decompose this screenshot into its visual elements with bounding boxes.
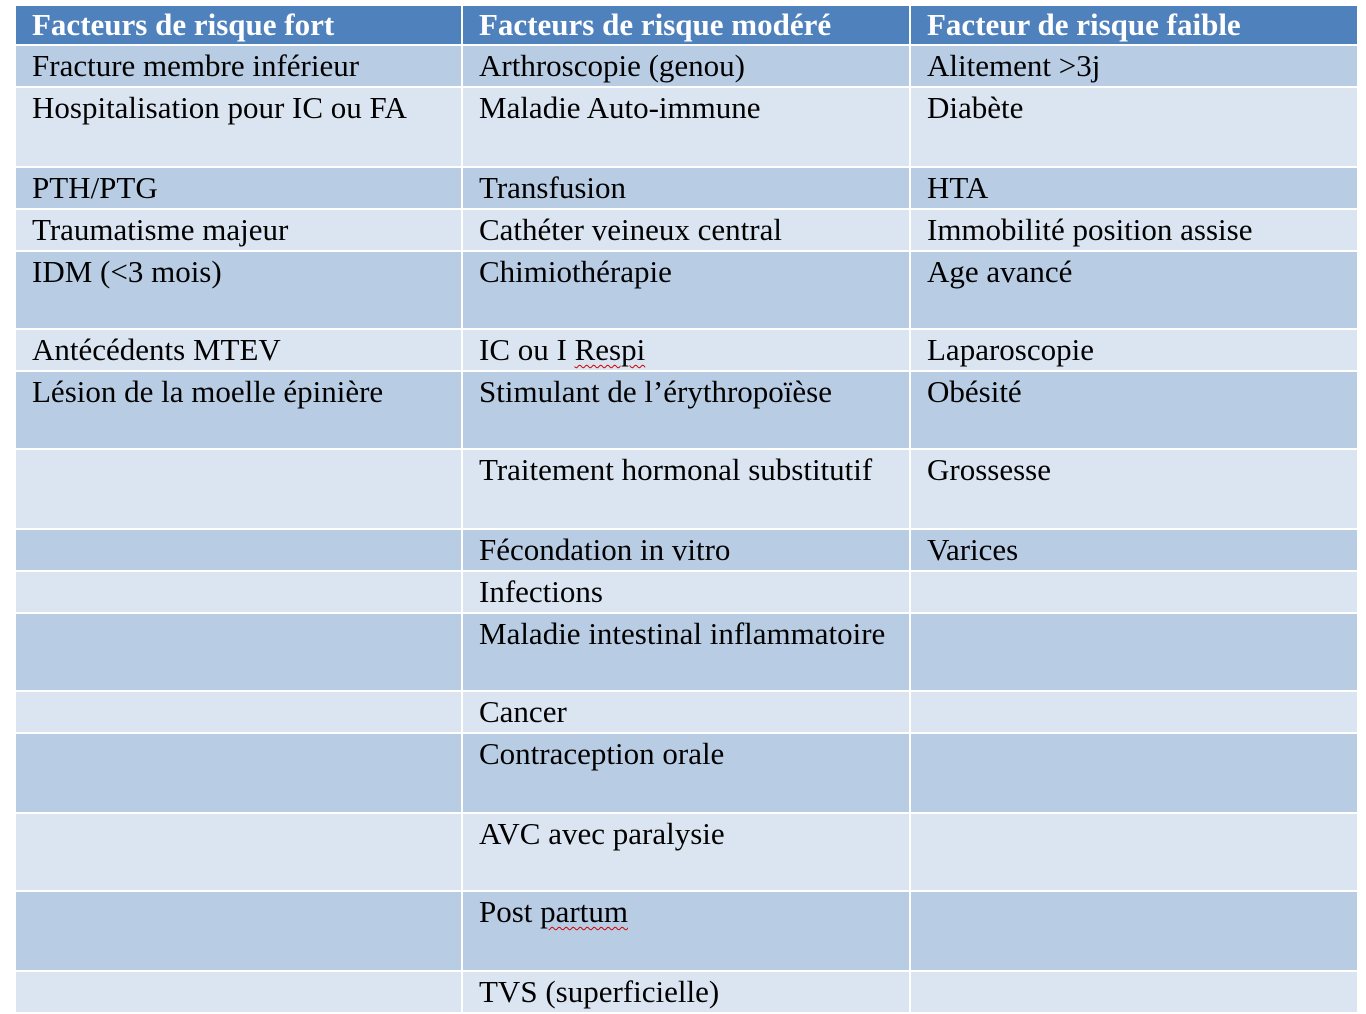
cell-moderate-risk: Maladie intestinal inflammatoire — [462, 613, 910, 691]
table-row — [15, 209, 1358, 251]
cell-low-risk — [910, 733, 1358, 813]
cell-moderate-risk: Traitement hormonal substitutif — [462, 449, 910, 529]
cell-low-risk — [910, 813, 1358, 891]
risk-factors-table — [14, 4, 1359, 1014]
cell-strong-risk: IDM (<3 mois) — [15, 251, 462, 329]
cell-strong-risk — [15, 691, 462, 733]
cell-moderate-risk — [462, 329, 910, 371]
cell-low-risk: Diabète — [910, 87, 1358, 167]
cell-strong-risk — [15, 813, 462, 891]
cell-low-risk: Grossesse — [910, 449, 1358, 529]
cell-moderate-risk: Transfusion — [462, 167, 910, 209]
cell-low-risk — [910, 613, 1358, 691]
cell-moderate-risk: Contraception orale — [462, 733, 910, 813]
table-row — [15, 167, 1358, 209]
cell-low-risk: HTA — [910, 167, 1358, 209]
cell-strong-risk: Fracture membre inférieur — [15, 45, 462, 87]
cell-strong-risk: Hospitalisation pour IC ou FA — [15, 87, 462, 167]
table-row — [15, 251, 1358, 329]
cell-moderate-risk: Arthroscopie (genou) — [462, 45, 910, 87]
cell-strong-risk — [15, 571, 462, 613]
cell-strong-risk — [15, 971, 462, 1013]
header-strong-risk: Facteurs de risque fort — [15, 5, 462, 45]
cell-low-risk: Age avancé — [910, 251, 1358, 329]
cell-strong-risk — [15, 891, 462, 971]
cell-strong-risk — [15, 733, 462, 813]
table-row — [15, 371, 1358, 449]
cell-moderate-risk: TVS (superficielle) — [462, 971, 910, 1013]
table-row — [15, 813, 1358, 891]
table-row — [15, 891, 1358, 971]
cell-low-risk: Alitement >3j — [910, 45, 1358, 87]
table-row — [15, 571, 1358, 613]
table-row — [15, 449, 1358, 529]
cell-low-risk — [910, 571, 1358, 613]
cell-low-risk — [910, 691, 1358, 733]
cell-moderate-risk: Chimiothérapie — [462, 251, 910, 329]
cell-strong-risk: Antécédents MTEV — [15, 329, 462, 371]
cell-strong-risk: Lésion de la moelle épinière — [15, 371, 462, 449]
header-moderate-risk: Facteurs de risque modéré — [462, 5, 910, 45]
cell-moderate-risk: Stimulant de l’érythropoïèse — [462, 371, 910, 449]
cell-moderate-risk: Cancer — [462, 691, 910, 733]
table-row — [15, 613, 1358, 691]
table-row — [15, 329, 1358, 371]
cell-low-risk: Varices — [910, 529, 1358, 571]
table-row — [15, 971, 1358, 1013]
cell-moderate-risk: Infections — [462, 571, 910, 613]
cell-low-risk: Obésité — [910, 371, 1358, 449]
cell-low-risk: Immobilité position assise — [910, 209, 1358, 251]
header-low-risk: Facteur de risque faible — [910, 5, 1358, 45]
cell-moderate-risk: Cathéter veineux central — [462, 209, 910, 251]
cell-strong-risk: PTH/PTG — [15, 167, 462, 209]
cell-moderate-risk: Maladie Auto-immune — [462, 87, 910, 167]
cell-low-risk — [910, 891, 1358, 971]
table-row — [15, 45, 1358, 87]
table-row — [15, 529, 1358, 571]
cell-strong-risk: Traumatisme majeur — [15, 209, 462, 251]
cell-low-risk: Laparoscopie — [910, 329, 1358, 371]
cell-strong-risk — [15, 449, 462, 529]
table-row — [15, 691, 1358, 733]
spellcheck-flagged-word: Respi — [574, 332, 646, 367]
cell-low-risk — [910, 971, 1358, 1013]
cell-text: IC ou I — [479, 332, 575, 367]
spellcheck-flagged-word: partum — [540, 894, 628, 929]
header-row — [15, 5, 1358, 45]
cell-moderate-risk: Fécondation in vitro — [462, 529, 910, 571]
cell-text: Post — [479, 894, 541, 929]
table-row — [15, 733, 1358, 813]
cell-moderate-risk — [462, 891, 910, 971]
cell-moderate-risk: AVC avec paralysie — [462, 813, 910, 891]
cell-strong-risk — [15, 613, 462, 691]
table-row — [15, 87, 1358, 167]
cell-strong-risk — [15, 529, 462, 571]
